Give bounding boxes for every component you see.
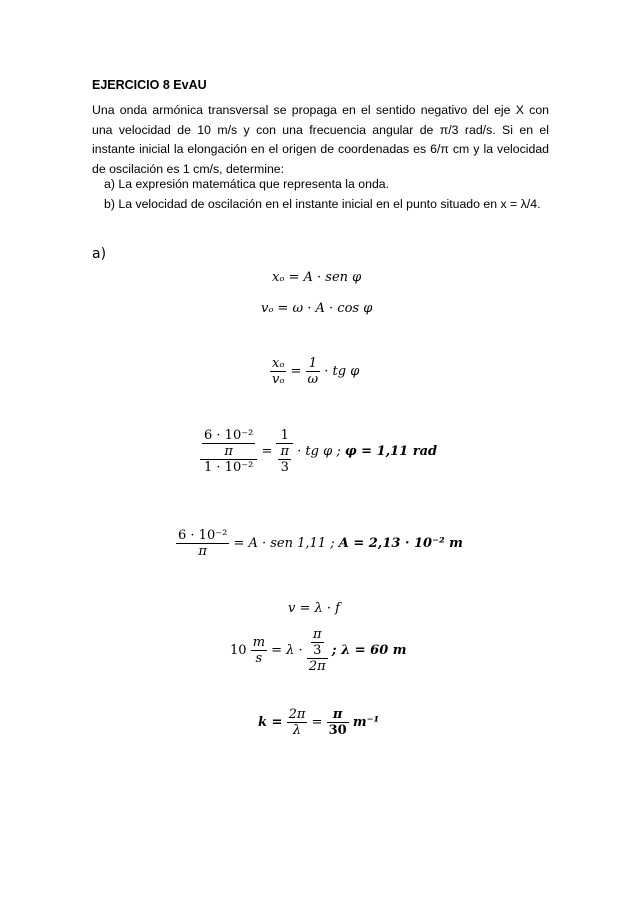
equation-ratio: $\frac{\text{xₒ}}{\text{vₒ}}$ = $\frac{1}{\omega}$ · tg φ: [272, 356, 360, 387]
wavenumber-fraction: [287, 707, 308, 738]
wavenumber-result-den: 30: [328, 723, 347, 738]
equation-velocity: vₒ = ω · A · cos φ: [261, 301, 373, 316]
wavelength-frequency-den: 2π: [308, 659, 326, 674]
wavelength-unit-fraction: [251, 635, 267, 666]
phase-inner-fraction: [202, 428, 255, 459]
ratio-rhs-fraction: [306, 356, 321, 387]
equation-phase: $\frac{\frac{\text{6 · 10⁻²}}{\pi}}{\text{1 · 10⁻²}}$ = $\frac{1}{\frac{\pi}{3}}$ · tg φ ; φ = 1,11 rad: [200, 428, 437, 475]
exercise-title: EJERCICIO 8 EvAU: [92, 78, 207, 92]
wavenumber-lhs: k =: [258, 715, 283, 730]
wavenumber-result-num: π: [327, 707, 349, 723]
phase-tail: · tg φ ;: [297, 444, 341, 459]
amplitude-mid: = A · sen 1,11 ;: [233, 536, 335, 551]
phase-lhs-den: 1 · 10⁻²: [204, 460, 254, 475]
wavelength-unit-den: s: [255, 651, 263, 666]
phase-rhs-den: [276, 444, 293, 475]
wavenumber-den: λ: [292, 723, 302, 738]
wavelength-mid: = λ ·: [271, 643, 303, 658]
wavelength-omega-fraction: [311, 627, 324, 658]
equation-elongation: xₒ = A · sen φ: [272, 270, 362, 285]
ratio-tail: · tg φ: [324, 364, 360, 379]
equation-amplitude: [176, 528, 463, 559]
wavelength-frequency-num: [307, 627, 328, 659]
phase-rhs-inner-den: 3: [280, 460, 289, 475]
ratio-lhs-den: vₒ: [272, 372, 285, 387]
equation-wavelength: [230, 627, 407, 674]
wavelength-result: ; λ = 60 m: [331, 643, 407, 658]
wavenumber-result-fraction: [327, 707, 349, 738]
wavelength-omega-den: 3: [313, 643, 322, 658]
question-item-a: a) La expresión matemática que representa la onda.: [104, 177, 390, 191]
equation-wavenumber: [258, 707, 379, 738]
phase-inner-den: π: [224, 444, 233, 459]
question-list: [104, 175, 540, 214]
problem-statement: Una onda armónica transversal se propaga en el sentido negativo del eje X con una velocidad de 10 m/s y con una frecuencia angular de π/3 rad/s. Si en el instante inicial la elongación en el origen de coordenadas es 6/π cm y la velocidad de oscilación es 1 cm/s, determine:: [92, 103, 549, 176]
ratio-rhs-den: ω: [307, 372, 319, 387]
question-item-b: b) La velocidad de oscilación en el instante inicial en el punto situado en x = λ/4.: [104, 196, 541, 211]
amplitude-result: A = 2,13 · 10⁻² m: [338, 536, 463, 551]
phase-lhs-num: [200, 428, 257, 460]
wavenumber-num: 2π: [288, 707, 306, 722]
phase-rhs-inner: [278, 444, 291, 475]
ratio-rhs-num: 1: [306, 356, 321, 372]
wavelength-omega-num: π: [312, 627, 322, 642]
part-label: a): [92, 246, 107, 262]
phase-rhs-fraction: [276, 428, 293, 475]
amplitude-fraction: [176, 528, 229, 559]
wavelength-unit-num: m: [252, 635, 266, 650]
wavelength-lead: 10: [230, 643, 247, 658]
wavenumber-equals: =: [311, 715, 323, 730]
phase-result: φ = 1,11 rad: [344, 444, 438, 459]
phase-lhs-fraction: [200, 428, 257, 475]
wavelength-frequency-fraction: [307, 627, 328, 674]
amplitude-den: π: [198, 544, 207, 559]
phase-rhs-num: 1: [276, 428, 293, 444]
wavenumber-unit: m⁻¹: [352, 715, 380, 730]
ratio-lhs-fraction: [270, 356, 286, 387]
equation-wave-speed: v = λ · f: [288, 601, 340, 616]
ratio-lhs-num: xₒ: [270, 356, 286, 372]
phase-inner-num: 6 · 10⁻²: [204, 428, 254, 443]
phase-rhs-inner-num: π: [280, 444, 290, 459]
amplitude-num: 6 · 10⁻²: [178, 528, 228, 543]
